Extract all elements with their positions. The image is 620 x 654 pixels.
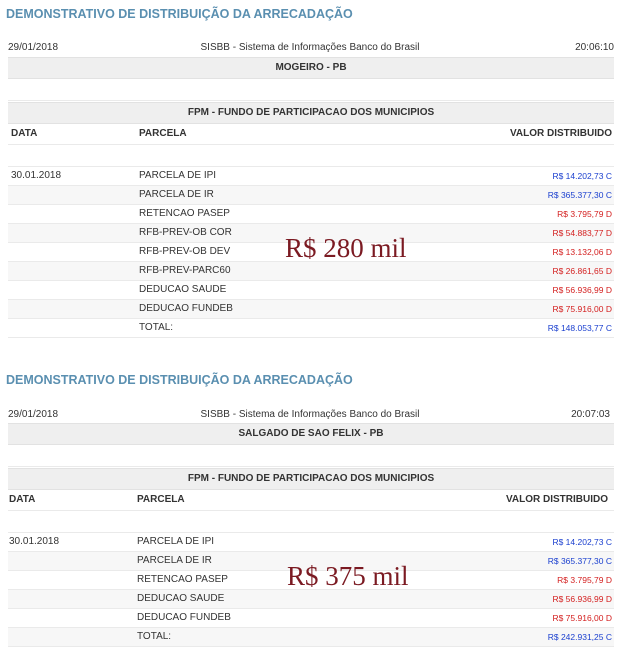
parcela-label: RFB-PREV-OB DEV (139, 246, 231, 257)
municipality-band: MOGEIRO - PB (8, 57, 614, 79)
column-header-data: DATA (9, 494, 36, 505)
valor-distribuido: R$ 365.377,30 C (547, 190, 612, 200)
valor-distribuido: R$ 75.916,00 D (552, 613, 612, 623)
parcela-label: PARCELA DE IR (137, 555, 212, 566)
fund-band: FPM - FUNDO DE PARTICIPACAO DOS MUNICIPIOS (8, 102, 614, 124)
valor-distribuido: R$ 56.936,99 D (552, 285, 612, 295)
parcela-label: DEDUCAO SAUDE (137, 593, 225, 604)
valor-distribuido: R$ 13.132,06 D (552, 247, 612, 257)
report-date: 29/01/2018 (8, 409, 59, 420)
valor-distribuido: R$ 148.053,77 C (547, 323, 612, 333)
entry-date: 30.01.2018 (9, 536, 60, 547)
valor-distribuido: R$ 26.861,65 D (552, 266, 612, 276)
parcela-label: PARCELA DE IPI (137, 536, 215, 547)
report-time: 20:06:10 (575, 42, 614, 53)
spacer-row (8, 144, 614, 167)
valor-distribuido: R$ 3.795,79 D (557, 575, 612, 585)
parcela-label: PARCELA DE IPI (139, 170, 217, 181)
annotation-overlay: R$ 280 mil (285, 233, 407, 263)
valor-distribuido: R$ 54.883,77 D (552, 228, 612, 238)
column-header-valor: VALOR DISTRIBUIDO (505, 494, 608, 505)
system-name: SISBB - Sistema de Informações Banco do Brasil (200, 409, 420, 420)
valor-distribuido: R$ 3.795,79 D (557, 209, 612, 219)
system-name: SISBB - Sistema de Informações Banco do Brasil (200, 42, 420, 53)
valor-distribuido: R$ 14.202,73 C (552, 171, 612, 181)
table-row (8, 205, 614, 224)
spacer-row (8, 446, 614, 467)
table-row (8, 628, 614, 647)
table-row (8, 186, 614, 205)
report-title: DEMONSTRATIVO DE DISTRIBUIÇÃO DA ARRECADAÇÃO (6, 7, 353, 21)
table-row (8, 262, 614, 281)
parcela-label: DEDUCAO FUNDEB (137, 612, 231, 623)
parcela-label: RETENCAO PASEP (137, 574, 228, 585)
table-row (8, 590, 614, 609)
fund-band: FPM - FUNDO DE PARTICIPACAO DOS MUNICIPIOS (8, 468, 614, 490)
column-header-parcela: PARCELA (137, 494, 185, 505)
parcela-label: TOTAL: (139, 322, 174, 333)
valor-distribuido: R$ 14.202,73 C (552, 537, 612, 547)
valor-distribuido: R$ 56.936,99 D (552, 594, 612, 604)
report-title: DEMONSTRATIVO DE DISTRIBUIÇÃO DA ARRECADAÇÃO (6, 373, 353, 387)
spacer-row (8, 80, 614, 101)
column-header-data: DATA (11, 128, 38, 139)
parcela-label: PARCELA DE IR (139, 189, 214, 200)
table-row (8, 533, 614, 552)
valor-distribuido: R$ 242.931,25 C (547, 632, 612, 642)
table-row (8, 319, 614, 338)
report-date: 29/01/2018 (8, 42, 59, 53)
table-row (8, 609, 614, 628)
valor-distribuido: R$ 365.377,30 C (547, 556, 612, 566)
parcela-label: TOTAL: (137, 631, 172, 642)
parcela-label: DEDUCAO FUNDEB (139, 303, 233, 314)
table-row (8, 300, 614, 319)
table-row (8, 281, 614, 300)
column-header-valor: VALOR DISTRIBUIDO (509, 128, 612, 139)
table-row (8, 167, 614, 186)
column-header-parcela: PARCELA (139, 128, 187, 139)
spacer-row (8, 510, 614, 533)
annotation-overlay: R$ 375 mil (287, 561, 409, 591)
parcela-label: RFB-PREV-PARC60 (139, 265, 231, 276)
parcela-label: RETENCAO PASEP (139, 208, 230, 219)
parcela-label: RFB-PREV-OB COR (139, 227, 232, 238)
entry-date: 30.01.2018 (11, 170, 62, 181)
municipality-band: SALGADO DE SAO FELIX - PB (8, 423, 614, 445)
parcela-label: DEDUCAO SAUDE (139, 284, 227, 295)
report-time: 20:07:03 (571, 409, 610, 420)
valor-distribuido: R$ 75.916,00 D (552, 304, 612, 314)
